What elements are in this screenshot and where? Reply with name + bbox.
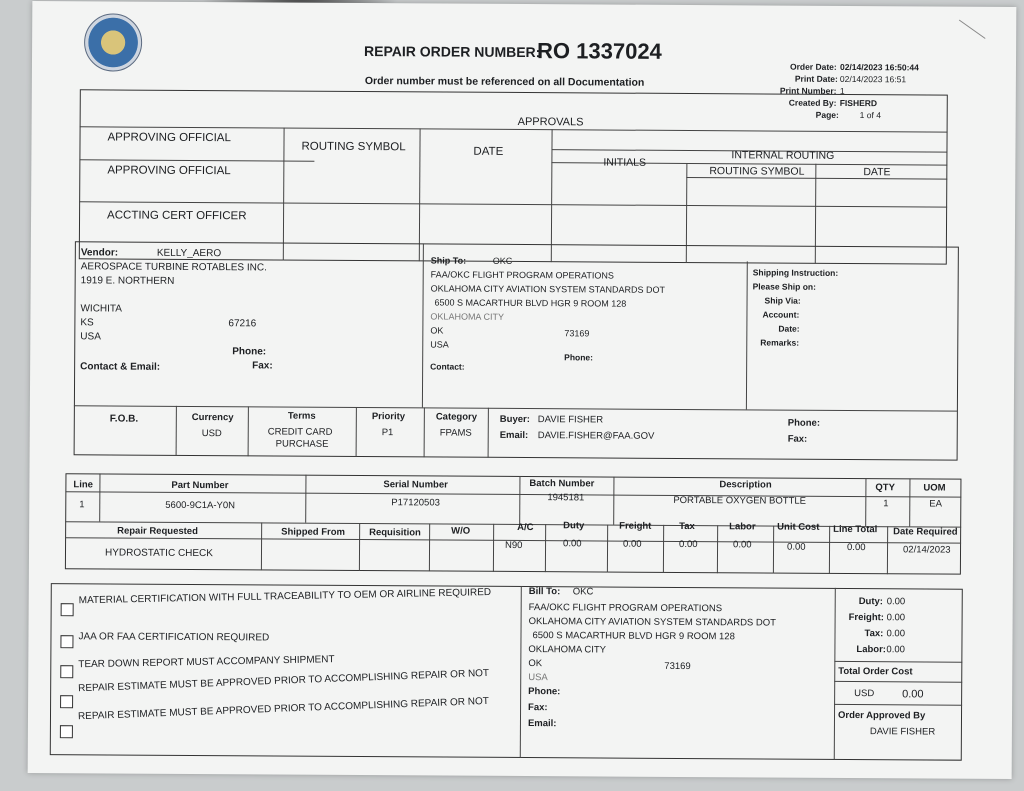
- remarks-label: Remarks:: [760, 337, 800, 348]
- internal-routing-header: INTERNAL ROUTING: [731, 149, 835, 162]
- ship-to-code: OKC: [492, 255, 513, 266]
- ship-to-state: OK: [430, 325, 444, 336]
- row-batch-number: 1945181: [547, 492, 585, 504]
- fob-label: F.O.B.: [109, 413, 139, 425]
- total-order-cost-label: Total Order Cost: [838, 665, 913, 678]
- vendor-state: KS: [80, 317, 94, 329]
- buyer-email: DAVIE.FISHER@FAA.GOV: [537, 430, 655, 442]
- req-label-5: REPAIR ESTIMATE MUST BE APPROVED PRIOR TO ACCOMPLISHING REPAIR OR NOT: [77, 695, 490, 723]
- row-labor: 0.00: [733, 539, 752, 551]
- routing-symbol-header: ROUTING SYMBOL: [301, 140, 406, 154]
- req-label-4: REPAIR ESTIMATE MUST BE APPROVED PRIOR TO ACCOMPLISHING REPAIR OR NOT: [77, 667, 490, 695]
- row-unit-cost: 0.00: [787, 541, 806, 553]
- bill-to-country: USA: [528, 672, 548, 684]
- buyer-name: DAVIE FISHER: [537, 414, 604, 426]
- row-serial-number: P17120503: [391, 497, 440, 509]
- ship-to-line3: 6500 S MACARTHUR BLVD HGR 9 ROOM 128: [434, 297, 627, 309]
- shipping-date-label: Date:: [778, 323, 800, 334]
- email-label: Email:: [499, 429, 529, 442]
- col-duty: Duty: [563, 520, 585, 532]
- req-checkbox-5[interactable]: [60, 725, 73, 738]
- col-uom: UOM: [923, 482, 946, 494]
- shipping-instruction-label: Shipping Instruction:: [752, 267, 839, 278]
- terms-label: Terms: [287, 410, 316, 422]
- ship-to-line1: FAA/OKC FLIGHT PROGRAM OPERATIONS: [430, 269, 614, 281]
- total-freight: 0.00: [886, 612, 906, 624]
- col-requisition: Requisition: [369, 527, 421, 539]
- requirements-block: [50, 583, 963, 761]
- total-freight-label: Freight:: [848, 611, 885, 624]
- print-number: 1: [839, 85, 845, 96]
- total-labor: 0.00: [886, 644, 905, 656]
- total-duty-label: Duty:: [858, 596, 884, 608]
- order-date-label: Order Date:: [789, 61, 837, 72]
- priority-label: Priority: [371, 411, 406, 423]
- ship-to-phone-label: Phone:: [564, 352, 594, 363]
- vendor-contact-label: Contact & Email:: [80, 361, 161, 373]
- page-number: 1 of 4: [859, 110, 881, 121]
- ship-to-label: Ship To:: [430, 255, 467, 266]
- acting-cert-officer: ACCTING CERT OFFICER: [107, 209, 247, 223]
- col-line: Line: [73, 479, 93, 491]
- row-ac: N90: [505, 539, 523, 552]
- initials-header: INITIALS: [603, 156, 647, 169]
- req-label-1: MATERIAL CERTIFICATION WITH FULL TRACEABILITY TO OEM OR AIRLINE REQUIRED: [78, 587, 492, 607]
- vendor-address: 1919 E. NORTHERN: [80, 275, 175, 287]
- vendor-fax-label: Fax:: [252, 360, 273, 372]
- repair-order-label: REPAIR ORDER NUMBER:: [364, 43, 541, 61]
- col-description: Description: [719, 479, 772, 491]
- bill-to-phone-label: Phone:: [528, 686, 561, 698]
- account-label: Account:: [762, 309, 800, 320]
- req-checkbox-4[interactable]: [60, 695, 73, 708]
- col-serial-number: Serial Number: [383, 479, 448, 491]
- ship-to-contact-label: Contact:: [430, 361, 465, 372]
- order-date: 02/14/2023 16:50:44: [839, 61, 919, 73]
- terms-line1: CREDIT CARD: [267, 426, 333, 438]
- print-number-label: Print Number:: [779, 85, 837, 96]
- routing-symbol-2-header: ROUTING SYMBOL: [709, 165, 805, 178]
- row-tax: 0.00: [679, 538, 698, 551]
- created-by: FISHERD: [839, 97, 878, 109]
- vendor-name: AEROSPACE TURBINE ROTABLES INC.: [80, 261, 267, 274]
- col-repair-requested: Repair Requested: [117, 525, 198, 538]
- bill-to-line3: 6500 S MACARTHUR BLVD HGR 9 ROOM 128: [532, 630, 735, 643]
- approved-by-name: DAVIE FISHER: [869, 726, 936, 738]
- category-value: FPAMS: [439, 427, 472, 439]
- repair-order-document: [28, 1, 1017, 779]
- page-label: Page:: [815, 109, 839, 120]
- bill-to-label: Bill To:: [528, 586, 561, 598]
- vendor-phone-label: Phone:: [232, 346, 267, 358]
- currency-label: Currency: [191, 411, 234, 424]
- category-label: Category: [435, 411, 478, 423]
- terms-phone-label: Phone:: [787, 417, 821, 429]
- vendor-code: KELLY_AERO: [156, 247, 222, 260]
- bill-to-code: OKC: [572, 586, 594, 598]
- req-checkbox-3[interactable]: [60, 665, 73, 678]
- total-tax-label: Tax:: [864, 628, 884, 640]
- vendor-country: USA: [80, 331, 101, 343]
- col-line-total: Line Total: [833, 523, 878, 536]
- bill-to-email-label: Email:: [527, 718, 557, 730]
- currency-value: USD: [201, 428, 222, 440]
- row-repair-requested: HYDROSTATIC CHECK: [104, 547, 213, 560]
- row-freight: 0.00: [623, 538, 642, 550]
- total-order-cost: 0.00: [902, 688, 924, 701]
- vendor-label: Vendor:: [80, 247, 119, 259]
- vendor-city: WICHITA: [80, 303, 123, 315]
- bill-to-city: OKLAHOMA CITY: [528, 644, 607, 656]
- total-labor-label: Labor:: [856, 644, 887, 656]
- col-shipped-from: Shipped From: [281, 526, 346, 538]
- approved-by-label: Order Approved By: [837, 709, 926, 722]
- print-date-label: Print Date:: [794, 73, 838, 84]
- vendor-zip: 67216: [228, 318, 257, 330]
- col-date-required: Date Required: [893, 526, 958, 538]
- date-2-header: DATE: [863, 166, 891, 179]
- row-line-total: 0.00: [847, 541, 866, 554]
- bill-to-line1: FAA/OKC FLIGHT PROGRAM OPERATIONS: [528, 602, 723, 615]
- approving-official-2: APPROVING OFFICIAL: [107, 164, 231, 178]
- total-tax: 0.00: [886, 628, 906, 640]
- row-duty: 0.00: [563, 538, 582, 550]
- req-label-2: JAA OR FAA CERTIFICATION REQUIRED: [78, 631, 270, 644]
- col-tax: Tax: [679, 520, 695, 533]
- reference-note: Order number must be referenced on all Documentation: [364, 75, 645, 89]
- priority-value: P1: [381, 427, 394, 439]
- row-date-required: 02/14/2023: [902, 544, 951, 556]
- buyer-label: Buyer:: [499, 413, 530, 426]
- col-wo: W/O: [451, 525, 471, 537]
- ship-to-city: OKLAHOMA CITY: [430, 311, 505, 322]
- ship-on-label: Please Ship on:: [752, 281, 816, 292]
- ship-to-zip: 73169: [564, 328, 590, 339]
- col-ac: A/C: [517, 521, 534, 534]
- row-part-number: 5600-9C1A-Y0N: [165, 499, 236, 512]
- ship-to-line2: OKLAHOMA CITY AVIATION SYSTEM STANDARDS DOT: [430, 283, 666, 295]
- total-currency: USD: [854, 688, 875, 700]
- bill-to-state: OK: [528, 658, 543, 670]
- col-unit-cost: Unit Cost: [777, 521, 820, 533]
- ship-via-label: Ship Via:: [764, 295, 801, 306]
- col-freight: Freight: [619, 520, 652, 532]
- staple-mark: [959, 20, 986, 39]
- ro-number: RO 1337024: [536, 38, 662, 64]
- row-qty: 1: [883, 498, 889, 510]
- bill-to-zip: 73169: [664, 660, 691, 673]
- approving-official-1: APPROVING OFFICIAL: [107, 131, 231, 145]
- col-qty: QTY: [875, 482, 895, 494]
- faa-seal-icon: [84, 13, 142, 71]
- row-description: PORTABLE OXYGEN BOTTLE: [673, 494, 807, 507]
- col-batch-number: Batch Number: [529, 478, 595, 490]
- created-by-label: Created By:: [788, 97, 837, 108]
- req-checkbox-1[interactable]: [61, 603, 74, 616]
- ship-to-country: USA: [430, 339, 449, 350]
- req-checkbox-2[interactable]: [60, 635, 73, 648]
- approvals-title: APPROVALS: [517, 115, 584, 129]
- col-labor: Labor: [729, 521, 756, 533]
- date-header: DATE: [473, 145, 504, 158]
- req-label-3: TEAR DOWN REPORT MUST ACCOMPANY SHIPMENT: [78, 654, 335, 671]
- bill-to-fax-label: Fax:: [528, 702, 548, 714]
- bill-to-line2: OKLAHOMA CITY AVIATION SYSTEM STANDARDS DOT: [528, 616, 777, 629]
- row-line: 1: [79, 499, 85, 511]
- col-part-number: Part Number: [171, 479, 229, 492]
- row-uom: EA: [929, 498, 943, 510]
- total-duty: 0.00: [886, 596, 906, 608]
- terms-fax-label: Fax:: [787, 433, 808, 445]
- terms-line2: PURCHASE: [275, 438, 329, 450]
- print-date: 02/14/2023 16:51: [839, 73, 907, 85]
